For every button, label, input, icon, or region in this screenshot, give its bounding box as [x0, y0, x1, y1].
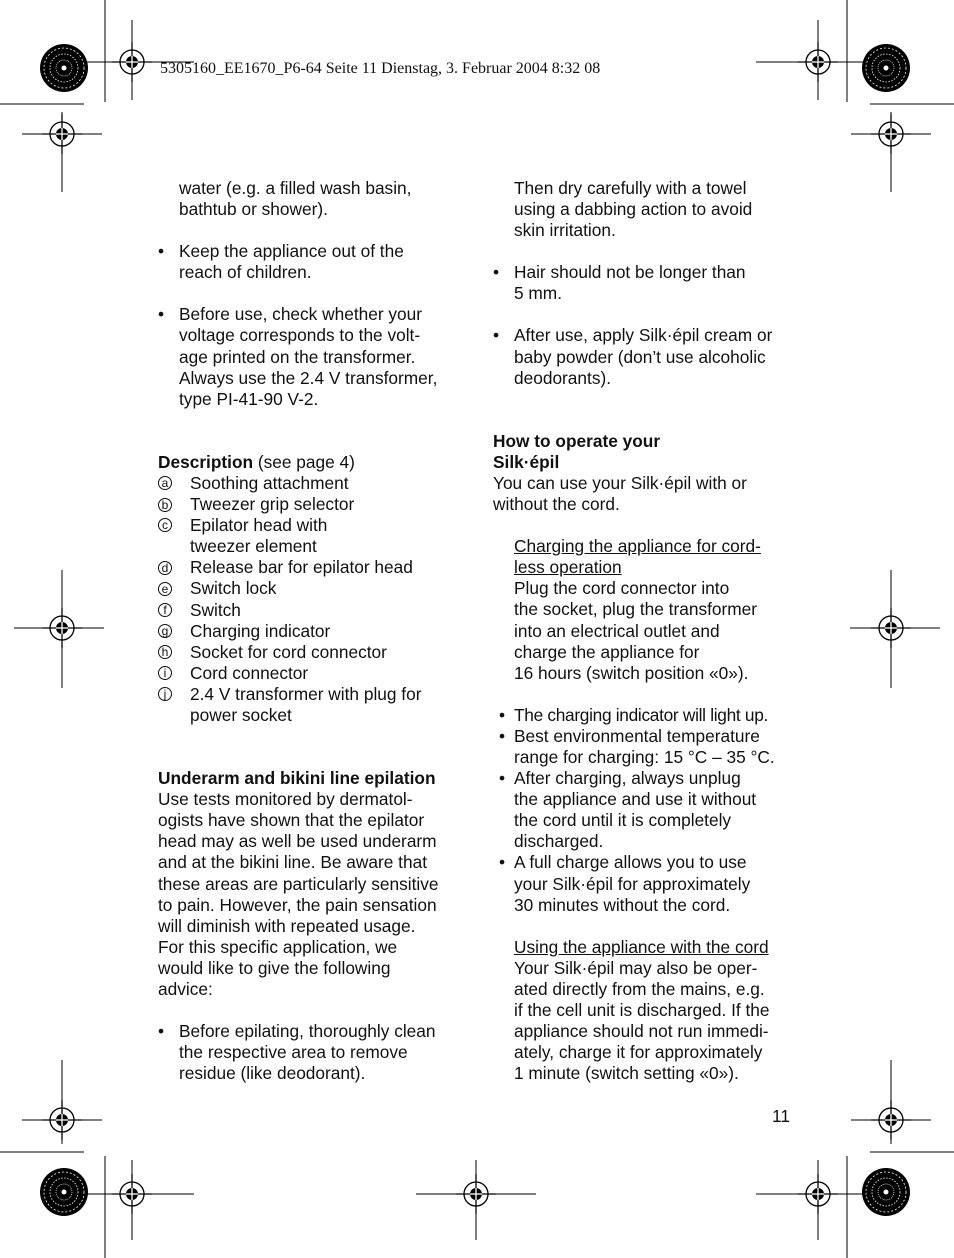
- howto-text: You can use your Silk·épil with or without the cord.: [493, 472, 747, 515]
- howto-heading: How to operate your Silk·épil: [493, 430, 661, 472]
- underarm-text: Use tests monitored by dermatol- ogists have shown that the epilator head may as well be used underarm and at the bikini line. Be aware that these areas are particularly sensitive to pain. However, the pain sensation will diminish with repeated usage. For this specific application, we would like to give the following advice:: [158, 789, 439, 999]
- item-marker: c: [158, 518, 172, 532]
- description-heading: Description (see page 4): [158, 451, 355, 472]
- list-item: a Soothing attachment: [158, 473, 464, 494]
- item-marker: g: [158, 624, 172, 638]
- continued-text: Then dry carefully with a towel using a dabbing action to avoid skin irritation.: [514, 178, 753, 241]
- list-item: • After charging, always unplug the appliance and use it without the cord until it is completely discharged.: [493, 768, 803, 852]
- bullet-before-epilating: • Before epilating, thoroughly clean the respective area to remove residue (like deodorant).: [158, 1021, 436, 1084]
- item-marker: f: [158, 603, 172, 617]
- charging-subheading: Charging the appliance for cord-: [514, 536, 761, 557]
- charging-section: Charging the appliance for cord- less operation Plug the cord connector into the socket, plug the transformer into an electrical outlet and charge the appliance for 16 hours (switch position «0»).: [514, 536, 761, 683]
- item-marker: a: [158, 476, 172, 490]
- item-marker: b: [158, 498, 172, 512]
- bullet-icon: •: [158, 241, 165, 262]
- item-marker: i: [158, 666, 172, 680]
- left-column: [158, 178, 464, 1084]
- description-list: [158, 473, 464, 726]
- bullet-voltage: • Before use, check whether your voltage corresponds to the volt- age printed on the transformer. Always use the 2.4 V transformer, type PI-41-90 V-2.: [158, 304, 438, 409]
- charging-bullets: [493, 705, 803, 916]
- print-slug-line: 5305160_EE1670_P6-64 Seite 11 Dienstag, 3. Februar 2004 8:32 08: [160, 60, 601, 77]
- item-marker: d: [158, 561, 172, 575]
- list-item: c Epilator head with tweezer element: [158, 515, 464, 557]
- list-item: • Best environmental temperature range for charging: 15 °C – 35 °C.: [493, 726, 803, 768]
- list-item: j 2.4 V transformer with plug for power socket: [158, 684, 464, 726]
- bullet-icon: •: [493, 262, 500, 283]
- item-marker: j: [158, 687, 172, 701]
- item-marker: h: [158, 645, 172, 659]
- list-item: b Tweezer grip selector: [158, 494, 464, 515]
- item-marker: e: [158, 582, 172, 596]
- bullet-icon: •: [493, 325, 500, 346]
- bullet-children: • Keep the appliance out of the reach of children.: [158, 241, 404, 283]
- bullet-icon: •: [158, 304, 165, 325]
- bullet-hair-length: • Hair should not be longer than 5 mm.: [493, 262, 746, 304]
- continued-text: water (e.g. a filled wash basin, bathtub or shower).: [179, 178, 412, 220]
- list-item: i Cord connector: [158, 663, 464, 684]
- list-item: g Charging indicator: [158, 621, 464, 642]
- list-item: e Switch lock: [158, 578, 464, 599]
- list-item: h Socket for cord connector: [158, 642, 464, 663]
- bullet-icon: •: [158, 1021, 165, 1042]
- cord-subheading: Using the appliance with the cord: [514, 936, 769, 957]
- underarm-heading: Underarm and bikini line epilation: [158, 768, 436, 789]
- list-item: • The charging indicator will light up.: [493, 705, 803, 726]
- page-number: 11: [772, 1106, 790, 1126]
- bullet-icon: •: [499, 704, 506, 725]
- right-column: [493, 178, 803, 1084]
- list-item: • A full charge allows you to use your Silk·épil for approximately 30 minutes without the cord.: [493, 852, 803, 915]
- bullet-icon: •: [499, 768, 506, 789]
- bullet-after-use: • After use, apply Silk·épil cream or baby powder (don’t use alcoholic deodorants).: [493, 325, 773, 388]
- bullet-icon: •: [499, 852, 506, 873]
- list-item: f Switch: [158, 600, 464, 621]
- bullet-icon: •: [499, 725, 506, 746]
- list-item: d Release bar for epilator head: [158, 557, 464, 578]
- cord-section: Using the appliance with the cord Your Silk·épil may also be oper- ated directly from the mains, e.g. if the cell unit is discharged. If the appliance should not run immedi- ately, charge it for approximately 1 minute (switch setting «0»).: [514, 936, 770, 1084]
